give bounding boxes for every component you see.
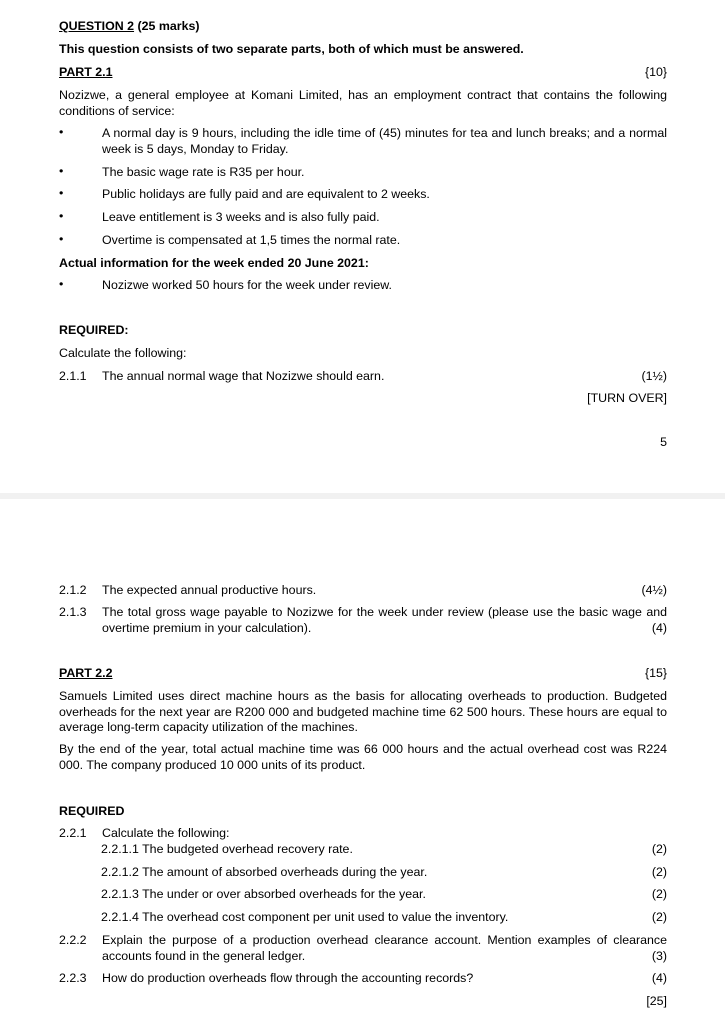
turn-over: [TURN OVER] — [587, 391, 667, 405]
bullet-2: • — [59, 164, 64, 178]
question-text: The annual normal wage that Nozizwe should earn. — [102, 369, 385, 383]
part-2-1-paragraph: Nozizwe, a general employee at Komani Limited, has an employment contract that contains the following conditions of service: — [59, 88, 667, 118]
sub-question-marks: (2) — [651, 842, 667, 856]
actual-info-heading: Actual information for the week ended 20 June 2021: — [59, 256, 369, 270]
question-text: The expected annual productive hours. — [102, 583, 317, 597]
bullet-4: • — [59, 209, 64, 223]
question-marks: (4½) — [641, 583, 667, 597]
sub-question-marks: (2) — [651, 887, 667, 901]
question-number: 2.1.2 — [59, 583, 87, 597]
condition-4: Leave entitlement is 3 weeks and is also fully paid. — [102, 210, 380, 224]
question-number: 2.1.1 — [59, 369, 87, 383]
question-2-2-1-2 — [101, 865, 667, 881]
question-text: How do production overheads flow through the accounting records? — [102, 971, 474, 985]
question-text: The total gross wage payable to Nozizwe for the week under review (please use the basic wage and overtime premium in your calculation). — [102, 605, 667, 635]
bullet-3: • — [59, 186, 64, 200]
question-2-2-3 — [59, 971, 667, 987]
question-text: Explain the purpose of a production overhead clearance account. Mention examples of clearance accounts found in the general ledger. — [102, 933, 667, 963]
sub-question-marks: (2) — [651, 910, 667, 924]
question-marks: (1½) — [641, 369, 667, 383]
part-2-2-title: PART 2.2 — [59, 666, 113, 680]
sub-question-text: 2.2.1.2 The amount of absorbed overheads during the year. — [101, 865, 428, 879]
condition-3: Public holidays are fully paid and are equivalent to 2 weeks. — [102, 187, 430, 201]
question-2-2-1-4 — [101, 910, 667, 926]
question-total: [25] — [646, 994, 667, 1008]
question-2-1-3 — [59, 605, 667, 637]
part-2-2-paragraph-1: Samuels Limited uses direct machine hours as the basis for allocating overheads to production. Budgeted overheads for the next year are R200 000 and budgeted machine time 62 500 hours. These hours are equal to average long-term capacity utilization of the machines. — [59, 689, 667, 734]
page-number: 5 — [660, 435, 667, 449]
question-2-2-1 — [59, 826, 667, 842]
question-marks: (4) — [651, 621, 667, 635]
question-2-2-1-1 — [101, 842, 667, 858]
question-marks: (25 marks) — [134, 19, 200, 33]
question-2-2-2 — [59, 933, 667, 965]
question-number: 2.2.2 — [59, 933, 87, 947]
question-marks: (4) — [651, 971, 667, 985]
required-heading-1: REQUIRED: — [59, 323, 129, 337]
part-2-2-paragraph-2: By the end of the year, total actual machine time was 66 000 hours and the actual overhead cost was R224 000. The company produced 10 000 units of its product. — [59, 742, 667, 772]
question-2-2-1-3 — [101, 887, 667, 903]
condition-5: Overtime is compensated at 1,5 times the normal rate. — [102, 233, 401, 247]
question-number: 2.2.3 — [59, 971, 87, 985]
question-number: 2.1.3 — [59, 605, 87, 619]
question-number: 2.2.1 — [59, 826, 87, 840]
part-2-1-marks: {10} — [644, 65, 667, 79]
part-2-2-marks: {15} — [644, 666, 667, 680]
question-text: Calculate the following: — [102, 826, 230, 840]
part-2-1-title: PART 2.1 — [59, 65, 113, 79]
page-break — [0, 493, 725, 499]
question-intro: This question consists of two separate parts, both of which must be answered. — [59, 42, 524, 56]
question-2-1-2 — [59, 583, 667, 599]
sub-question-text: 2.2.1.4 The overhead cost component per unit used to value the inventory. — [101, 910, 509, 924]
question-title: QUESTION 2 — [59, 19, 135, 33]
sub-question-text: 2.2.1.1 The budgeted overhead recovery rate. — [101, 842, 353, 856]
question-marks: (3) — [651, 949, 667, 963]
bullet-1: • — [59, 125, 64, 139]
calculate-following: Calculate the following: — [59, 346, 187, 360]
sub-question-marks: (2) — [651, 865, 667, 879]
condition-1: A normal day is 9 hours, including the idle time of (45) minutes for tea and lunch breaks; and a normal week is 5 days, Monday to Friday. — [102, 126, 667, 156]
actual-info-item: Nozizwe worked 50 hours for the week under review. — [102, 278, 392, 292]
required-heading-2: REQUIRED — [59, 804, 125, 818]
question-2-1-1 — [59, 369, 667, 385]
sub-question-text: 2.2.1.3 The under or over absorbed overheads for the year. — [101, 887, 426, 901]
question-heading — [59, 19, 199, 35]
bullet-5: • — [59, 232, 64, 246]
condition-2: The basic wage rate is R35 per hour. — [102, 165, 305, 179]
bullet-6: • — [59, 277, 64, 291]
